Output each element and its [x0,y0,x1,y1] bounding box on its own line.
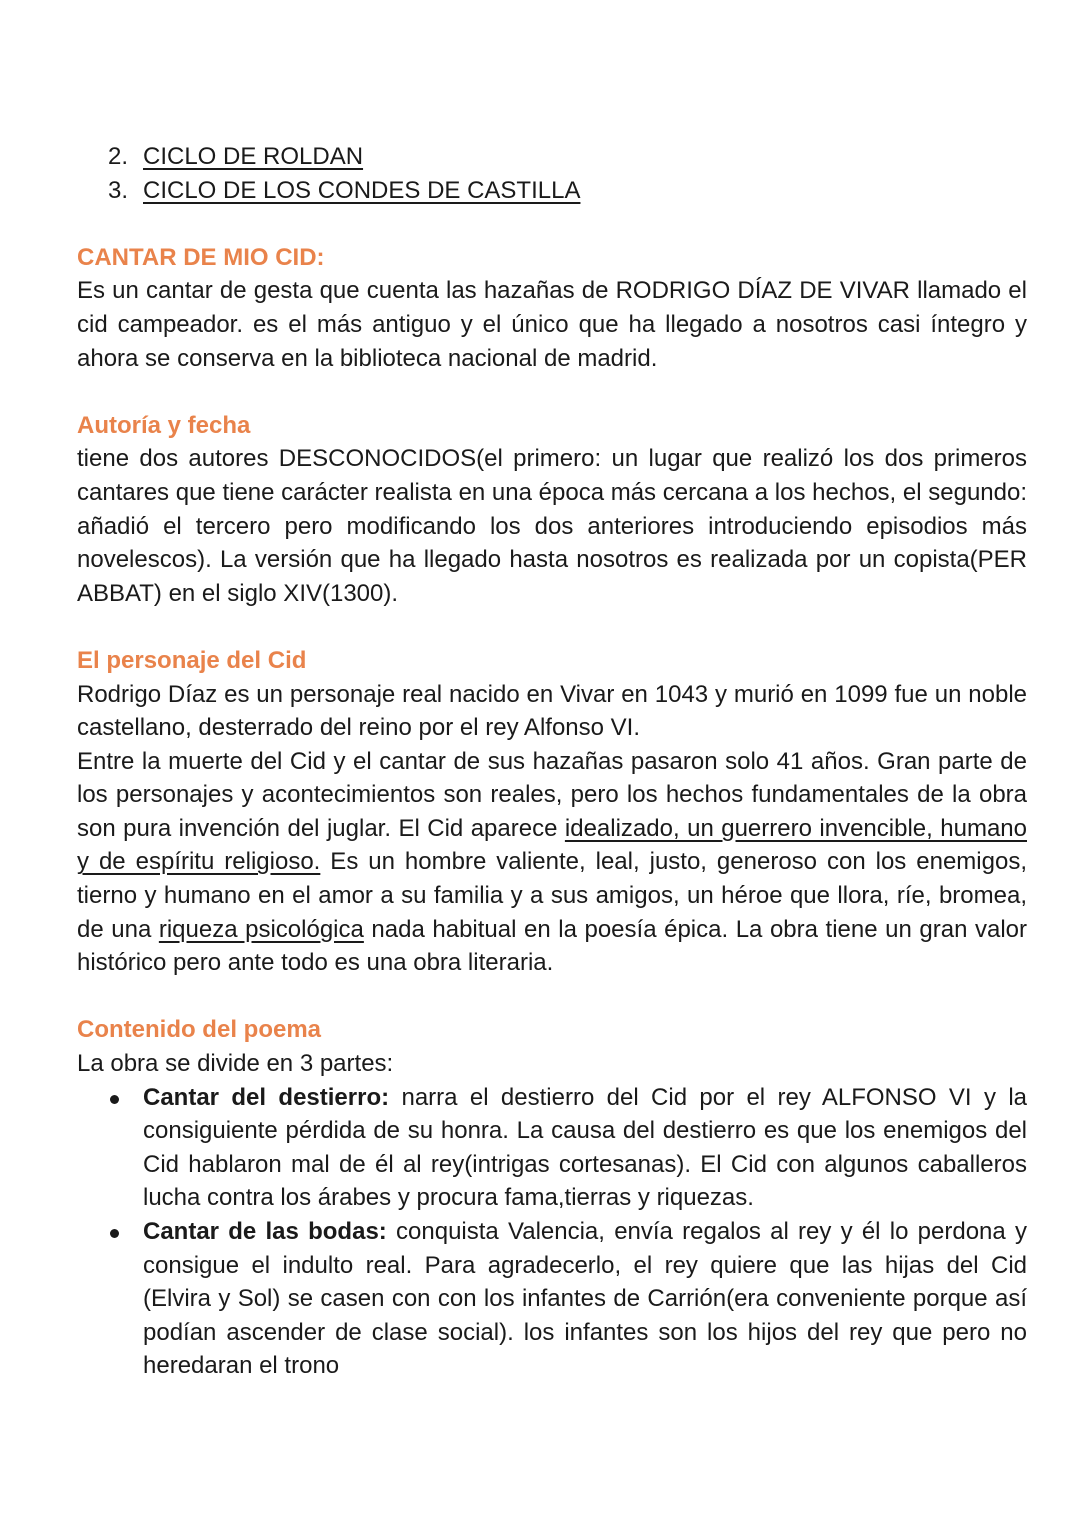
autoria-body: tiene dos autores DESCONOCIDOS(el primero: un lugar que realizó los dos primeros cantares que tiene carácter realista en una época más cercana a los hechos, el segundo: añadió el tercero pero modificando los dos anteriores introduciendo episodios más novelescos). La versión que ha llegado hasta nosotros es realizada por un copista(PER ABBAT) en el siglo XIV(1300). [77,445,1027,607]
list-item [77,174,1027,208]
list-item [77,1081,1027,1215]
parts-list [77,1081,1027,1383]
list-number: 3. [108,176,129,204]
text-run: nada habitual en la poesía épica. La obra tiene un gran valor histórico pero ante todo es una obra literaria. [77,915,1028,977]
underlined-text: idealizado, un guerrero invencible, humano y de espíritu religioso. [77,814,1027,876]
personaje-paragraph-2 [77,745,1027,980]
bullet-icon [110,1229,119,1238]
cantar-body: Es un cantar de gesta que cuenta las hazañas de RODRIGO DÍAZ DE VIVAR llamado el cid campeador. es el más antiguo y el único que ha llegado a nosotros casi íntegro y ahora se conserva en la biblioteca nacional de madrid. [77,277,1027,372]
personaje-paragraph-1: Rodrigo Díaz es un personaje real nacido en Vivar en 1043 y murió en 1099 fue un noble castellano, desterrado del reino por el rey Alfonso VI. [77,680,1027,742]
list-item [77,140,1027,174]
contenido-heading: Contenido del poema [77,1016,322,1044]
part-title: Cantar de las bodas: [143,1218,387,1245]
text-run: Es un hombre valiente, leal, justo, generoso con los enemigos, tierno y humano en el amor a su familia y a sus amigos, un héroe que llora, ríe, bromea, de una [77,848,1027,943]
cycle-list [77,140,1027,207]
text-run: Entre la muerte del Cid y el cantar de sus hazañas pasaron solo 41 años. Gran parte de los personajes y acontecimientos son reales, pero los hechos fundamentales de la obra son pura invención del juglar. El Cid aparece [77,747,1027,842]
part-text: conquista Valencia, envía regalos al rey y él lo perdona y consigue el indulto real. Para agradecerlo, el rey quiere que las hijas del Cid (Elvira y Sol) se casen con con los infantes de Carrión(era conveniente porque así podían ascender de clase social). los infantes son los hijos del rey que pero no heredaran el trono [143,1218,1027,1380]
list-item [77,1215,1027,1383]
contenido-intro: La obra se divide en 3 partes: [77,1050,394,1078]
list-text: CICLO DE ROLDAN [143,143,364,170]
list-number: 2. [108,143,129,170]
autoria-heading: Autoría y fecha [77,411,251,439]
cantar-heading: CANTAR DE MIO CID: [77,243,325,271]
part-text: narra el destierro del Cid por el rey ALFONSO VI y la consiguiente pérdida de su honra. La causa del destierro es que los enemigos del Cid hablaron mal de él al rey(intrigas cortesanas). El Cid con algunos caballeros lucha contra los árabes y procura fama,tierras y riquezas. [143,1083,1027,1212]
part-title: Cantar del destierro: [143,1083,390,1111]
personaje-heading: El personaje del Cid [77,646,307,674]
list-text: CICLO DE LOS CONDES DE CASTILLA [143,176,581,204]
underlined-text: riqueza psicológica [158,915,364,943]
bullet-icon [110,1095,119,1104]
document-page [77,140,1027,1383]
